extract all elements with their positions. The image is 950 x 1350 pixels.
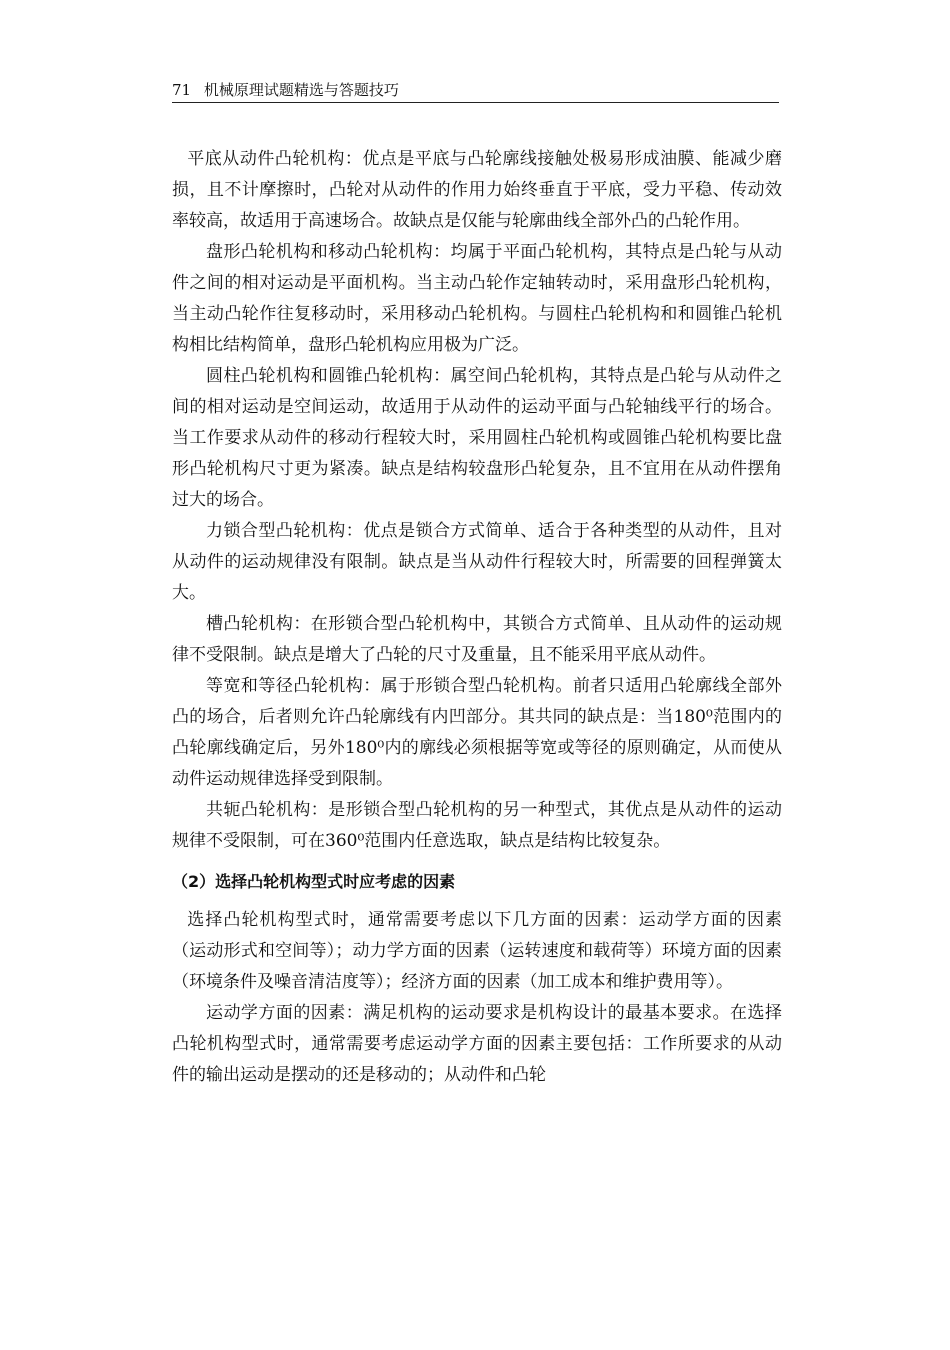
paragraph-force-closed-cam: 力锁合型凸轮机构：优点是锁合方式简单、适合于各种类型的从动件，且对从动件的运动规律没有限制。缺点是当从动件行程较大时，所需要的回程弹簧太大。 (172, 521, 782, 603)
paragraph-cylindrical-cam: 圆柱凸轮机构和圆锥凸轮机构：属空间凸轮机构，其特点是凸轮与从动件之间的相对运动是空间运动，故适用于从动件的运动平面与凸轮轴线平行的场合。当工作要求从动件的移动行程较大时，采用圆柱凸轮机构或圆锥凸轮机构要比盘形凸轮机构尺寸更为紧凑。缺点是结构较盘形凸轮复杂，且不宜用在从动件摆角过大的场合。 (172, 366, 782, 510)
page-number: 71 (172, 81, 192, 99)
page-header (172, 80, 779, 103)
paragraph-selection-factors: 选择凸轮机构型式时，通常需要考虑以下几方面的因素：运动学方面的因素（运动形式和空间等）；动力学方面的因素（运转速度和载荷等）环境方面的因素（环境条件及噪音清洁度等）；经济方面的因素（加工成本和维护费用等）。 (172, 910, 782, 992)
book-title: 机械原理试题精选与答题技巧 (203, 81, 399, 99)
paragraph-disk-cam: 盘形凸轮机构和移动凸轮机构：均属于平面凸轮机构，其特点是凸轮与从动件之间的相对运动是平面机构。当主动凸轮作定轴转动时，采用盘形凸轮机构，当主动凸轮作往复移动时，采用移动凸轮机构。与圆柱凸轮机构和和圆锥凸轮机构相比结构简单，盘形凸轮机构应用极为广泛。 (172, 242, 782, 355)
paragraph-kinematic-factors: 运动学方面的因素：满足机构的运动要求是机构设计的最基本要求。在选择凸轮机构型式时，通常需要考虑运动学方面的因素主要包括：工作所要求的从动件的输出运动是摆动的还是移动的；从动件和凸轮 (172, 1003, 782, 1085)
page-body (172, 144, 782, 1091)
paragraph-groove-cam: 槽凸轮机构：在形锁合型凸轮机构中，其锁合方式简单、且从动件的运动规律不受限制。缺点是增大了凸轮的尺寸及重量，且不能采用平底从动件。 (172, 614, 782, 665)
paragraph-constant-width-cam: 等宽和等径凸轮机构：属于形锁合型凸轮机构。前者只适用凸轮廓线全部外凸的场合，后者则允许凸轮廓线有内凹部分。其共同的缺点是：当180⁰范围内的凸轮廓线确定后，另外180⁰内的廓线必须根据等宽或等径的原则确定，从而使从动件运动规律选择受到限制。 (172, 676, 782, 789)
paragraph-flat-follower: 平底从动件凸轮机构：优点是平底与凸轮廓线接触处极易形成油膜、能减少磨损，且不计摩擦时，凸轮对从动件的作用力始终垂直于平底，受力平稳、传动效率较高，故适用于高速场合。故缺点是仅能与轮廓曲线全部外凸的凸轮作用。 (172, 149, 782, 231)
paragraph-conjugate-cam: 共轭凸轮机构：是形锁合型凸轮机构的另一种型式，其优点是从动件的运动规律不受限制，可在360⁰范围内任意选取，缺点是结构比较复杂。 (172, 800, 782, 851)
section-heading: （2）选择凸轮机构型式时应考虑的因素 (172, 872, 456, 891)
